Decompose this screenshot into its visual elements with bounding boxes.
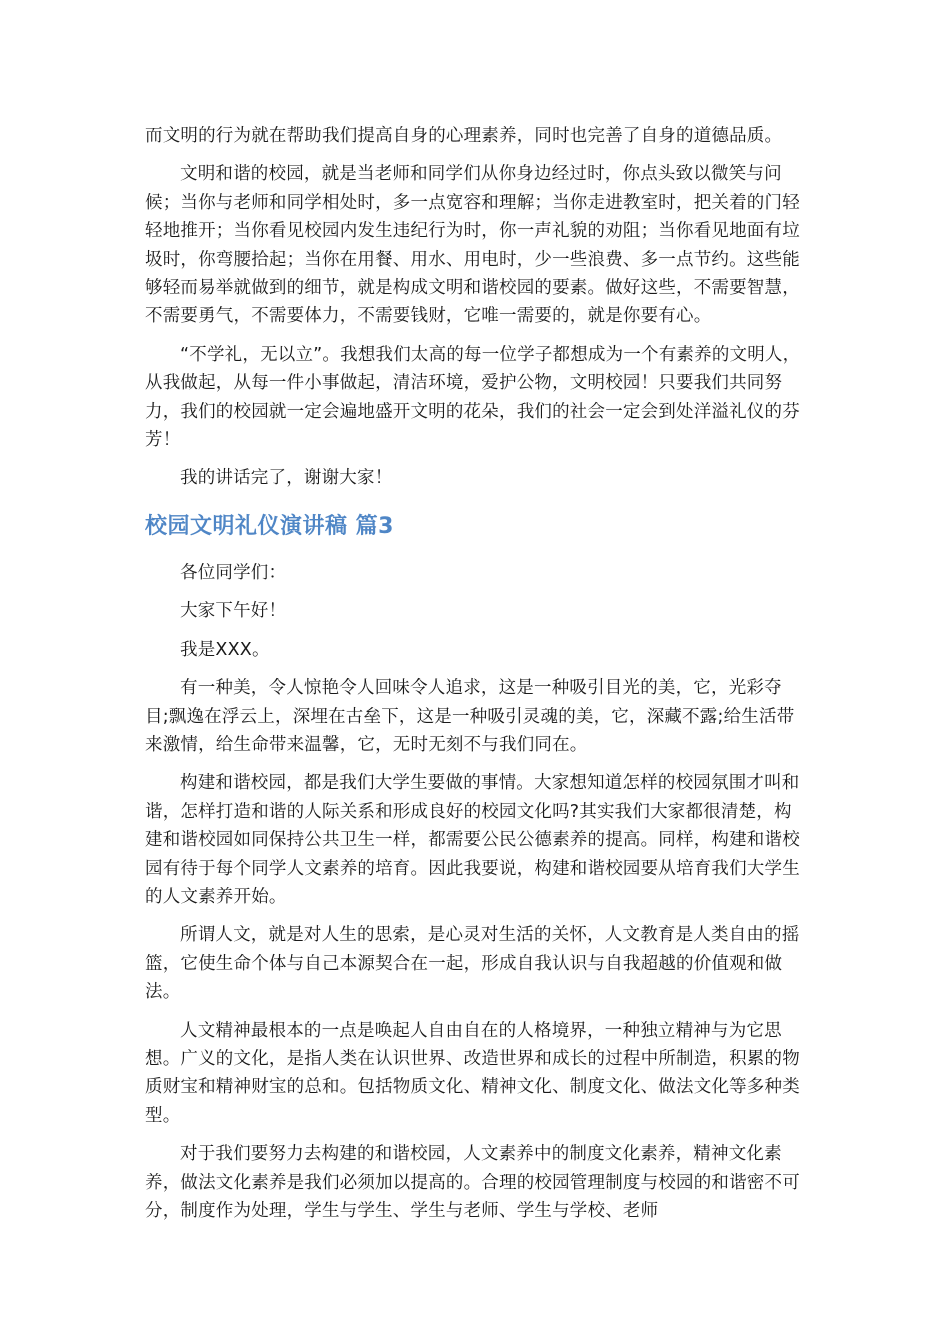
document-page	[145, 122, 805, 1235]
paragraph-continuation: 而文明的行为就在帮助我们提高自身的心理素养，同时也完善了自身的道德品质。	[145, 126, 783, 146]
paragraph-introduction: 我是XXX。	[180, 639, 270, 660]
paragraph-humanities: 所谓人文，就是对人生的思索，是心灵对生活的关怀，人文教育是人类自由的摇篮，它使生命个体与自己本源契合在一起，形成自我认识与自我超越的价值观和做法。	[145, 925, 800, 1003]
paragraph-humanistic-spirit: 人文精神最根本的一点是唤起人自由自在的人格境界，一种独立精神与为它思想。广义的文化，是指人类在认识世界、改造世界和成长的过程中所制造，积累的物质财宝和精神财宝的总和。包括物质文化、精神文化、制度文化、做法文化等多种类型。	[145, 1020, 800, 1126]
paragraph-closing: 我的讲话完了，谢谢大家！	[180, 468, 393, 489]
paragraph-harmonious-campus: 文明和谐的校园，就是当老师和同学们从你身边经过时，你点头致以微笑与问候；当你与老师和同学相处时，多一点宽容和理解；当你走进教室时，把关着的门轻轻地推开；当你看见校园内发生违纪行为时，你一声礼貌的劝阻；当你看见地面有垃圾时，你弯腰拾起；当你在用餐、用水、用电时，少一些浪费、多一点节约。这些能够轻而易举就做到的细节，就是构成文明和谐校园的要素。做好这些，不需要智慧，不需要勇气，不需要体力，不需要钱财，它唯一需要的，就是你要有心。	[145, 164, 800, 327]
paragraph-good-afternoon: 大家下午好！	[180, 601, 287, 622]
section-heading: 校园文明礼仪演讲稿 篇3	[145, 513, 394, 539]
paragraph-greeting: 各位同学们：	[180, 562, 287, 583]
paragraph-etiquette-quote: “不学礼，无以立”。我想我们太高的每一位学子都想成为一个有素养的文明人，从我做起，从每一件小事做起，清洁环境，爱护公物，文明校园！只要我们共同努力，我们的校园就一定会遍地盛开文明的花朵，我们的社会一定会到处洋溢礼仪的芬芳！	[145, 344, 801, 451]
paragraph-beauty: 有一种美，令人惊艳令人回味令人追求，这是一种吸引目光的美，它，光彩夺目;飘逸在浮云上，深埋在古垒下，这是一种吸引灵魂的美，它，深藏不露;给生活带来激情，给生命带来温馨，它，无时无刻不与我们同在。	[145, 678, 795, 755]
paragraph-building-harmony: 构建和谐校园，都是我们大学生要做的事情。大家想知道怎样的校园氛围才叫和谐，怎样打造和谐的人际关系和形成良好的校园文化吗?其实我们大家都很清楚，构建和谐校园如同保持公共卫生一样，都需要公民公德素养的提高。同样，构建和谐校园有待于每个同学人文素养的培育。因此我要说，构建和谐校园要从培育我们大学生的人文素养开始。	[145, 773, 800, 907]
paragraph-system-culture: 对于我们要努力去构建的和谐校园，人文素养中的制度文化素养，精神文化素养，做法文化素养是我们必须加以提高的。合理的校园管理制度与校园的和谐密不可分，制度作为处理，学生与学生、学生与老师、学生与学校、老师	[145, 1144, 800, 1221]
